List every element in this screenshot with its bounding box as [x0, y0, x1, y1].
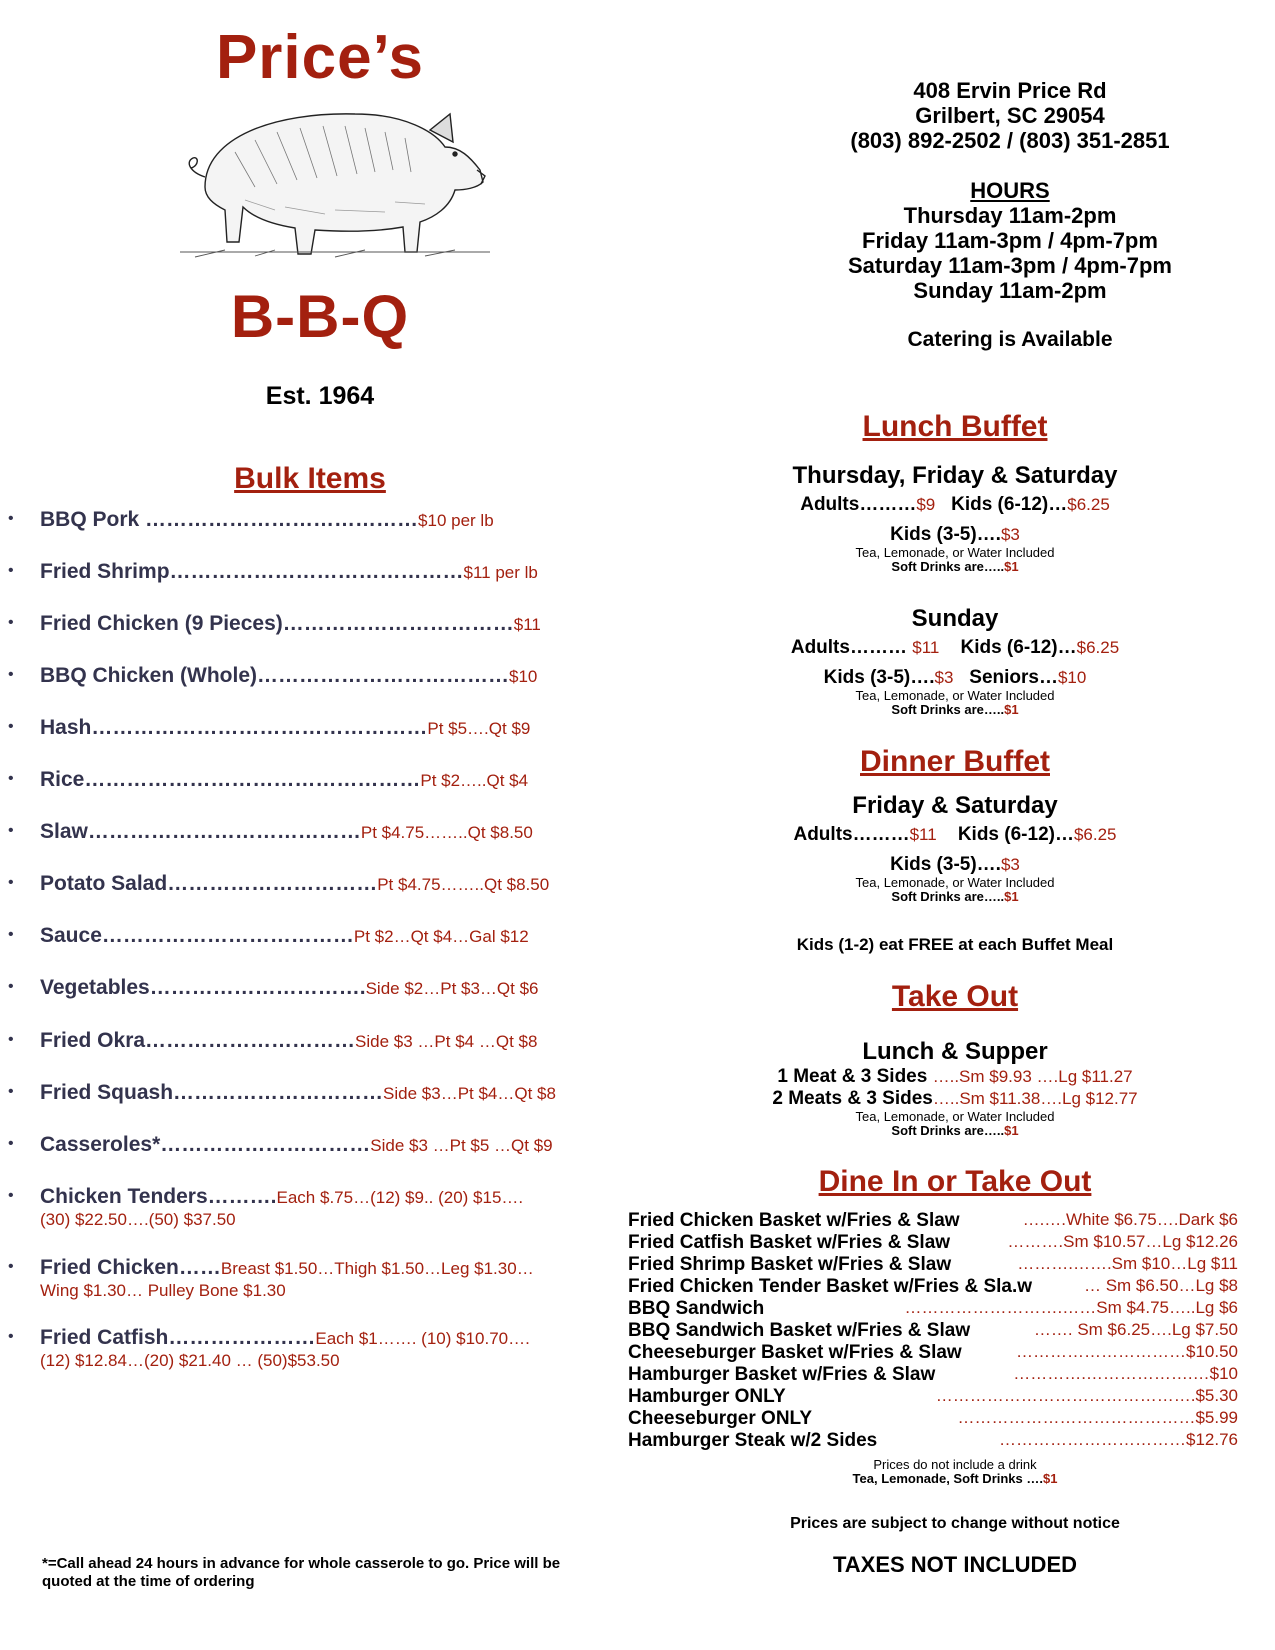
price-disclaimer: Prices are subject to change without notice	[790, 1515, 1120, 1532]
soft-drink-price: $1	[1004, 559, 1019, 574]
bulk-items-heading: Bulk Items	[234, 462, 386, 495]
item-leader: …………………………	[145, 1029, 356, 1052]
item-price: Side $3 …Pt $5 …Qt $9	[370, 1136, 553, 1155]
price-label: 1 Meat & 3 Sides	[777, 1066, 933, 1087]
price-label: Kids (3-5)….	[890, 524, 1001, 545]
item-price: ……….Sm $10.57…Lg $12.26	[1007, 1232, 1238, 1251]
item-name: Cheeseburger ONLY	[628, 1408, 813, 1429]
item-price: ……………………….……Sm $4.75…..Lg $6	[904, 1298, 1238, 1317]
list-item	[628, 1386, 1238, 1408]
item-name: Fried Shrimp	[40, 560, 170, 583]
list-item	[628, 1210, 1238, 1232]
item-leader: ………………………………	[257, 664, 510, 687]
item-price: Pt $4.75……..Qt $8.50	[360, 823, 533, 842]
soft-drink-note: Soft Drinks are…..	[891, 1123, 1005, 1138]
item-name: Fried Chicken Basket w/Fries & Slaw	[628, 1210, 960, 1231]
price-label: Kids (3-5)….	[890, 854, 1001, 875]
price-value: $6.25	[1067, 495, 1110, 514]
item-price: Breast $1.50…Thigh $1.50…Leg $1.30…	[220, 1259, 534, 1278]
bullet-icon: •	[8, 926, 14, 943]
item-price: ……………………………$12.76	[999, 1430, 1238, 1449]
price-label: Kids (6-12)…	[951, 494, 1068, 515]
kids-free-note: Kids (1-2) eat FREE at each Buffet Meal	[796, 935, 1114, 954]
item-name: Fried Squash	[40, 1081, 174, 1104]
hours-block	[800, 178, 1220, 303]
list-item	[628, 1342, 1238, 1364]
drink-note: Tea, Lemonade, or Water Included	[855, 545, 1055, 560]
hours-line: Saturday 11am-3pm / 4pm-7pm	[847, 253, 1172, 278]
item-name: Slaw	[40, 820, 88, 843]
soft-drink-price: $1	[1004, 889, 1019, 904]
pig-illustration	[165, 92, 500, 277]
item-leader: …………………………	[173, 1081, 384, 1104]
buffet-price-row	[660, 667, 1250, 689]
bullet-icon: •	[8, 562, 14, 579]
price-value: $9	[916, 495, 936, 514]
item-leader: ……….	[207, 1185, 277, 1208]
soft-drink-note: Soft Drinks are…..	[891, 889, 1005, 904]
price-label: 2 Meats & 3 Sides	[772, 1088, 933, 1109]
item-price: $10 per lb	[418, 511, 494, 530]
list-item	[628, 1364, 1238, 1386]
item-name: Hamburger ONLY	[628, 1386, 786, 1407]
list-item	[628, 1430, 1238, 1452]
item-price: Side $2…Pt $3…Qt $6	[365, 979, 539, 998]
item-name: Fried Catfish	[40, 1326, 169, 1349]
address-line-1: 408 Ervin Price Rd	[913, 78, 1107, 103]
price-value: $11	[912, 638, 940, 657]
price-value: $3	[1000, 525, 1020, 544]
item-leader: …………………………………………	[84, 768, 421, 791]
bullet-icon: •	[8, 1258, 14, 1275]
item-price: ……………………………………….$5.30	[935, 1386, 1238, 1405]
soft-drink-price: $1	[1004, 1123, 1019, 1138]
item-price: ………….……………….…$10	[1013, 1364, 1238, 1383]
item-leader: ………………………….	[149, 976, 366, 999]
hours-line: Friday 11am-3pm / 4pm-7pm	[862, 228, 1158, 253]
buffet-price-row	[660, 854, 1250, 876]
item-name: Hamburger Steak w/2 Sides	[628, 1430, 878, 1451]
item-price: ……. Sm $6.25….Lg $7.50	[1033, 1320, 1238, 1339]
price-value: $6.25	[1076, 638, 1120, 657]
item-name: BBQ Sandwich Basket w/Fries & Slaw	[628, 1320, 971, 1341]
item-price: Pt $2…..Qt $4	[420, 771, 529, 790]
bullet-icon: •	[8, 1328, 14, 1345]
address-line-2: Grilbert, SC 29054	[915, 103, 1105, 128]
item-price: ……………………………………$5.99	[957, 1408, 1238, 1427]
bullet-icon: •	[8, 666, 14, 683]
price-value: …..Sm $9.93 ….Lg $11.27	[932, 1067, 1133, 1086]
price-value: $3	[934, 668, 954, 687]
hours-line: Thursday 11am-2pm	[903, 203, 1117, 228]
bullet-icon: •	[8, 510, 14, 527]
soft-drink-note: Tea, Lemonade, Soft Drinks ….	[852, 1471, 1043, 1486]
item-name: Vegetables	[40, 976, 150, 999]
phone-numbers: (803) 892-2502 / (803) 351-2851	[850, 128, 1170, 153]
list-item	[628, 1232, 1238, 1254]
bullet-icon: •	[8, 718, 14, 735]
item-leader: …………………	[168, 1326, 316, 1349]
soft-drink-note: Soft Drinks are…..	[891, 702, 1005, 717]
item-name: Casseroles*	[40, 1133, 161, 1156]
item-price: Pt $4.75……..Qt $8.50	[377, 875, 550, 894]
price-label: Adults………	[800, 494, 917, 515]
item-leader: …………………………………	[87, 820, 361, 843]
lunch-buffet-heading: Lunch Buffet	[862, 410, 1048, 443]
item-name: Fried Chicken	[40, 1256, 179, 1279]
price-label: Kids (6-12)…	[957, 824, 1074, 845]
item-name: BBQ Chicken (Whole)	[40, 664, 258, 687]
item-price: $10	[509, 667, 538, 686]
buffet-day: Friday & Saturday	[852, 792, 1058, 819]
take-out-block	[660, 1038, 1250, 1138]
price-value: $11	[909, 825, 937, 844]
take-out-heading: Take Out	[891, 980, 1019, 1013]
item-name: Cheeseburger Basket w/Fries & Slaw	[628, 1342, 962, 1363]
item-name: Potato Salad	[40, 872, 168, 895]
lunch-buffet-weekday	[660, 462, 1250, 574]
item-price: Side $3…Pt $4…Qt $8	[383, 1084, 556, 1103]
item-leader: …………………………………………	[91, 716, 428, 739]
price-value: …..Sm $11.38….Lg $12.77	[932, 1089, 1138, 1108]
price-value: $3	[1000, 855, 1020, 874]
item-name: Sauce	[40, 924, 102, 947]
take-out-row	[660, 1066, 1250, 1088]
bullet-icon: •	[8, 770, 14, 787]
take-out-subtitle: Lunch & Supper	[862, 1038, 1048, 1065]
bullet-icon: •	[8, 978, 14, 995]
item-name: Fried Catfish Basket w/Fries & Slaw	[628, 1232, 951, 1253]
item-price: Each $1……. (10) $10.70….	[315, 1329, 530, 1348]
bullet-icon: •	[8, 1031, 14, 1048]
buffet-day: Sunday	[911, 605, 999, 632]
list-item	[628, 1298, 1238, 1320]
soft-drink-note: Soft Drinks are…..	[891, 559, 1005, 574]
soft-drink-price: $1	[1004, 702, 1019, 717]
list-item	[628, 1254, 1238, 1276]
price-label: Adults………	[793, 824, 910, 845]
bullet-icon: •	[8, 822, 14, 839]
hours-title: HOURS	[970, 178, 1050, 203]
drink-note: Tea, Lemonade, or Water Included	[855, 875, 1055, 890]
bullet-icon: •	[8, 1135, 14, 1152]
item-leader: …………………………………	[139, 508, 419, 531]
drink-note: Tea, Lemonade, or Water Included	[855, 688, 1055, 703]
lunch-buffet-sunday	[660, 605, 1250, 717]
item-name: Fried Shrimp Basket w/Fries & Slaw	[628, 1254, 952, 1275]
dine-in-heading: Dine In or Take Out	[818, 1165, 1092, 1198]
item-price: Each $.75…(12) $9.. (20) $15….	[276, 1188, 524, 1207]
price-value: $10	[1057, 668, 1087, 687]
item-name: Fried Chicken (9 Pieces)	[40, 612, 283, 635]
item-price: $11 per lb	[463, 563, 538, 582]
dinner-buffet-heading: Dinner Buffet	[860, 745, 1050, 778]
item-price: Pt $5….Qt $9	[427, 719, 531, 738]
price-label: Kids (3-5)….	[823, 667, 935, 688]
item-leader: ………………………………	[101, 924, 354, 947]
item-leader: ……	[178, 1256, 221, 1279]
casserole-note: *=Call ahead 24 hours in advance for whole casserole to go. Price will be quoted at the time of ordering	[42, 1555, 561, 1590]
item-price: ……….…….Sm $10…Lg $11	[1017, 1254, 1238, 1273]
drink-note: Prices do not include a drink	[873, 1457, 1037, 1472]
item-name: BBQ Pork	[40, 508, 140, 531]
bullet-icon: •	[8, 1083, 14, 1100]
contact-block	[800, 78, 1220, 153]
catering-note: Catering is Available	[907, 328, 1113, 351]
buffet-day: Thursday, Friday & Saturday	[792, 462, 1118, 489]
buffet-price-row	[660, 524, 1250, 546]
soft-drink-price: $1	[1043, 1471, 1058, 1486]
item-name: Hash	[40, 716, 92, 739]
dinner-buffet-block	[660, 792, 1250, 904]
buffet-price-row	[660, 824, 1250, 846]
dine-in-notes	[660, 1458, 1250, 1486]
brand-name: Price’s	[215, 23, 425, 92]
item-price: Pt $2…Qt $4…Gal $12	[353, 927, 529, 946]
item-name: Rice	[40, 768, 85, 791]
item-price-continued: Wing $1.30… Pulley Bone $1.30	[40, 1281, 286, 1300]
item-leader: ……………………………	[282, 612, 514, 635]
item-price: …………………………$10.50	[1016, 1342, 1238, 1361]
established-year: Est. 1964	[265, 382, 375, 410]
hours-line: Sunday 11am-2pm	[913, 278, 1107, 303]
bullet-icon: •	[8, 614, 14, 631]
buffet-price-row	[660, 494, 1250, 516]
drink-note: Tea, Lemonade, or Water Included	[855, 1109, 1055, 1124]
bullet-icon: •	[8, 1187, 14, 1204]
list-item	[628, 1276, 1238, 1298]
price-value: $6.25	[1073, 825, 1117, 844]
item-name: Hamburger Basket w/Fries & Slaw	[628, 1364, 936, 1385]
buffet-price-row	[660, 637, 1250, 659]
item-leader: …………………………	[167, 872, 378, 895]
item-name: Fried Okra	[40, 1029, 146, 1052]
item-price: ….….White $6.75….Dark $6	[1022, 1210, 1238, 1229]
item-leader: ……………………………………	[169, 560, 464, 583]
item-price-continued: (30) $22.50….(50) $37.50	[40, 1210, 236, 1229]
taxes-note: TAXES NOT INCLUDED	[832, 1552, 1078, 1577]
brand-subtitle: B-B-Q	[230, 283, 410, 350]
item-price: Side $3 …Pt $4 …Qt $8	[355, 1032, 538, 1051]
item-price-continued: (12) $12.84…(20) $21.40 … (50)$53.50	[40, 1351, 340, 1370]
bullet-icon: •	[8, 874, 14, 891]
item-name: Chicken Tenders	[40, 1185, 208, 1208]
list-item	[628, 1320, 1238, 1342]
item-price: … Sm $6.50…Lg $8	[1083, 1276, 1238, 1295]
item-name: BBQ Sandwich	[628, 1298, 765, 1319]
item-leader: …………………………	[160, 1133, 371, 1156]
price-label: Seniors…	[969, 667, 1058, 688]
take-out-row	[660, 1088, 1250, 1110]
list-item	[628, 1408, 1238, 1430]
price-label: Kids (6-12)…	[960, 637, 1077, 658]
price-label: Adults………	[790, 637, 913, 658]
item-price: $11	[513, 615, 541, 634]
item-name: Fried Chicken Tender Basket w/Fries & Sla.w	[628, 1276, 1033, 1297]
